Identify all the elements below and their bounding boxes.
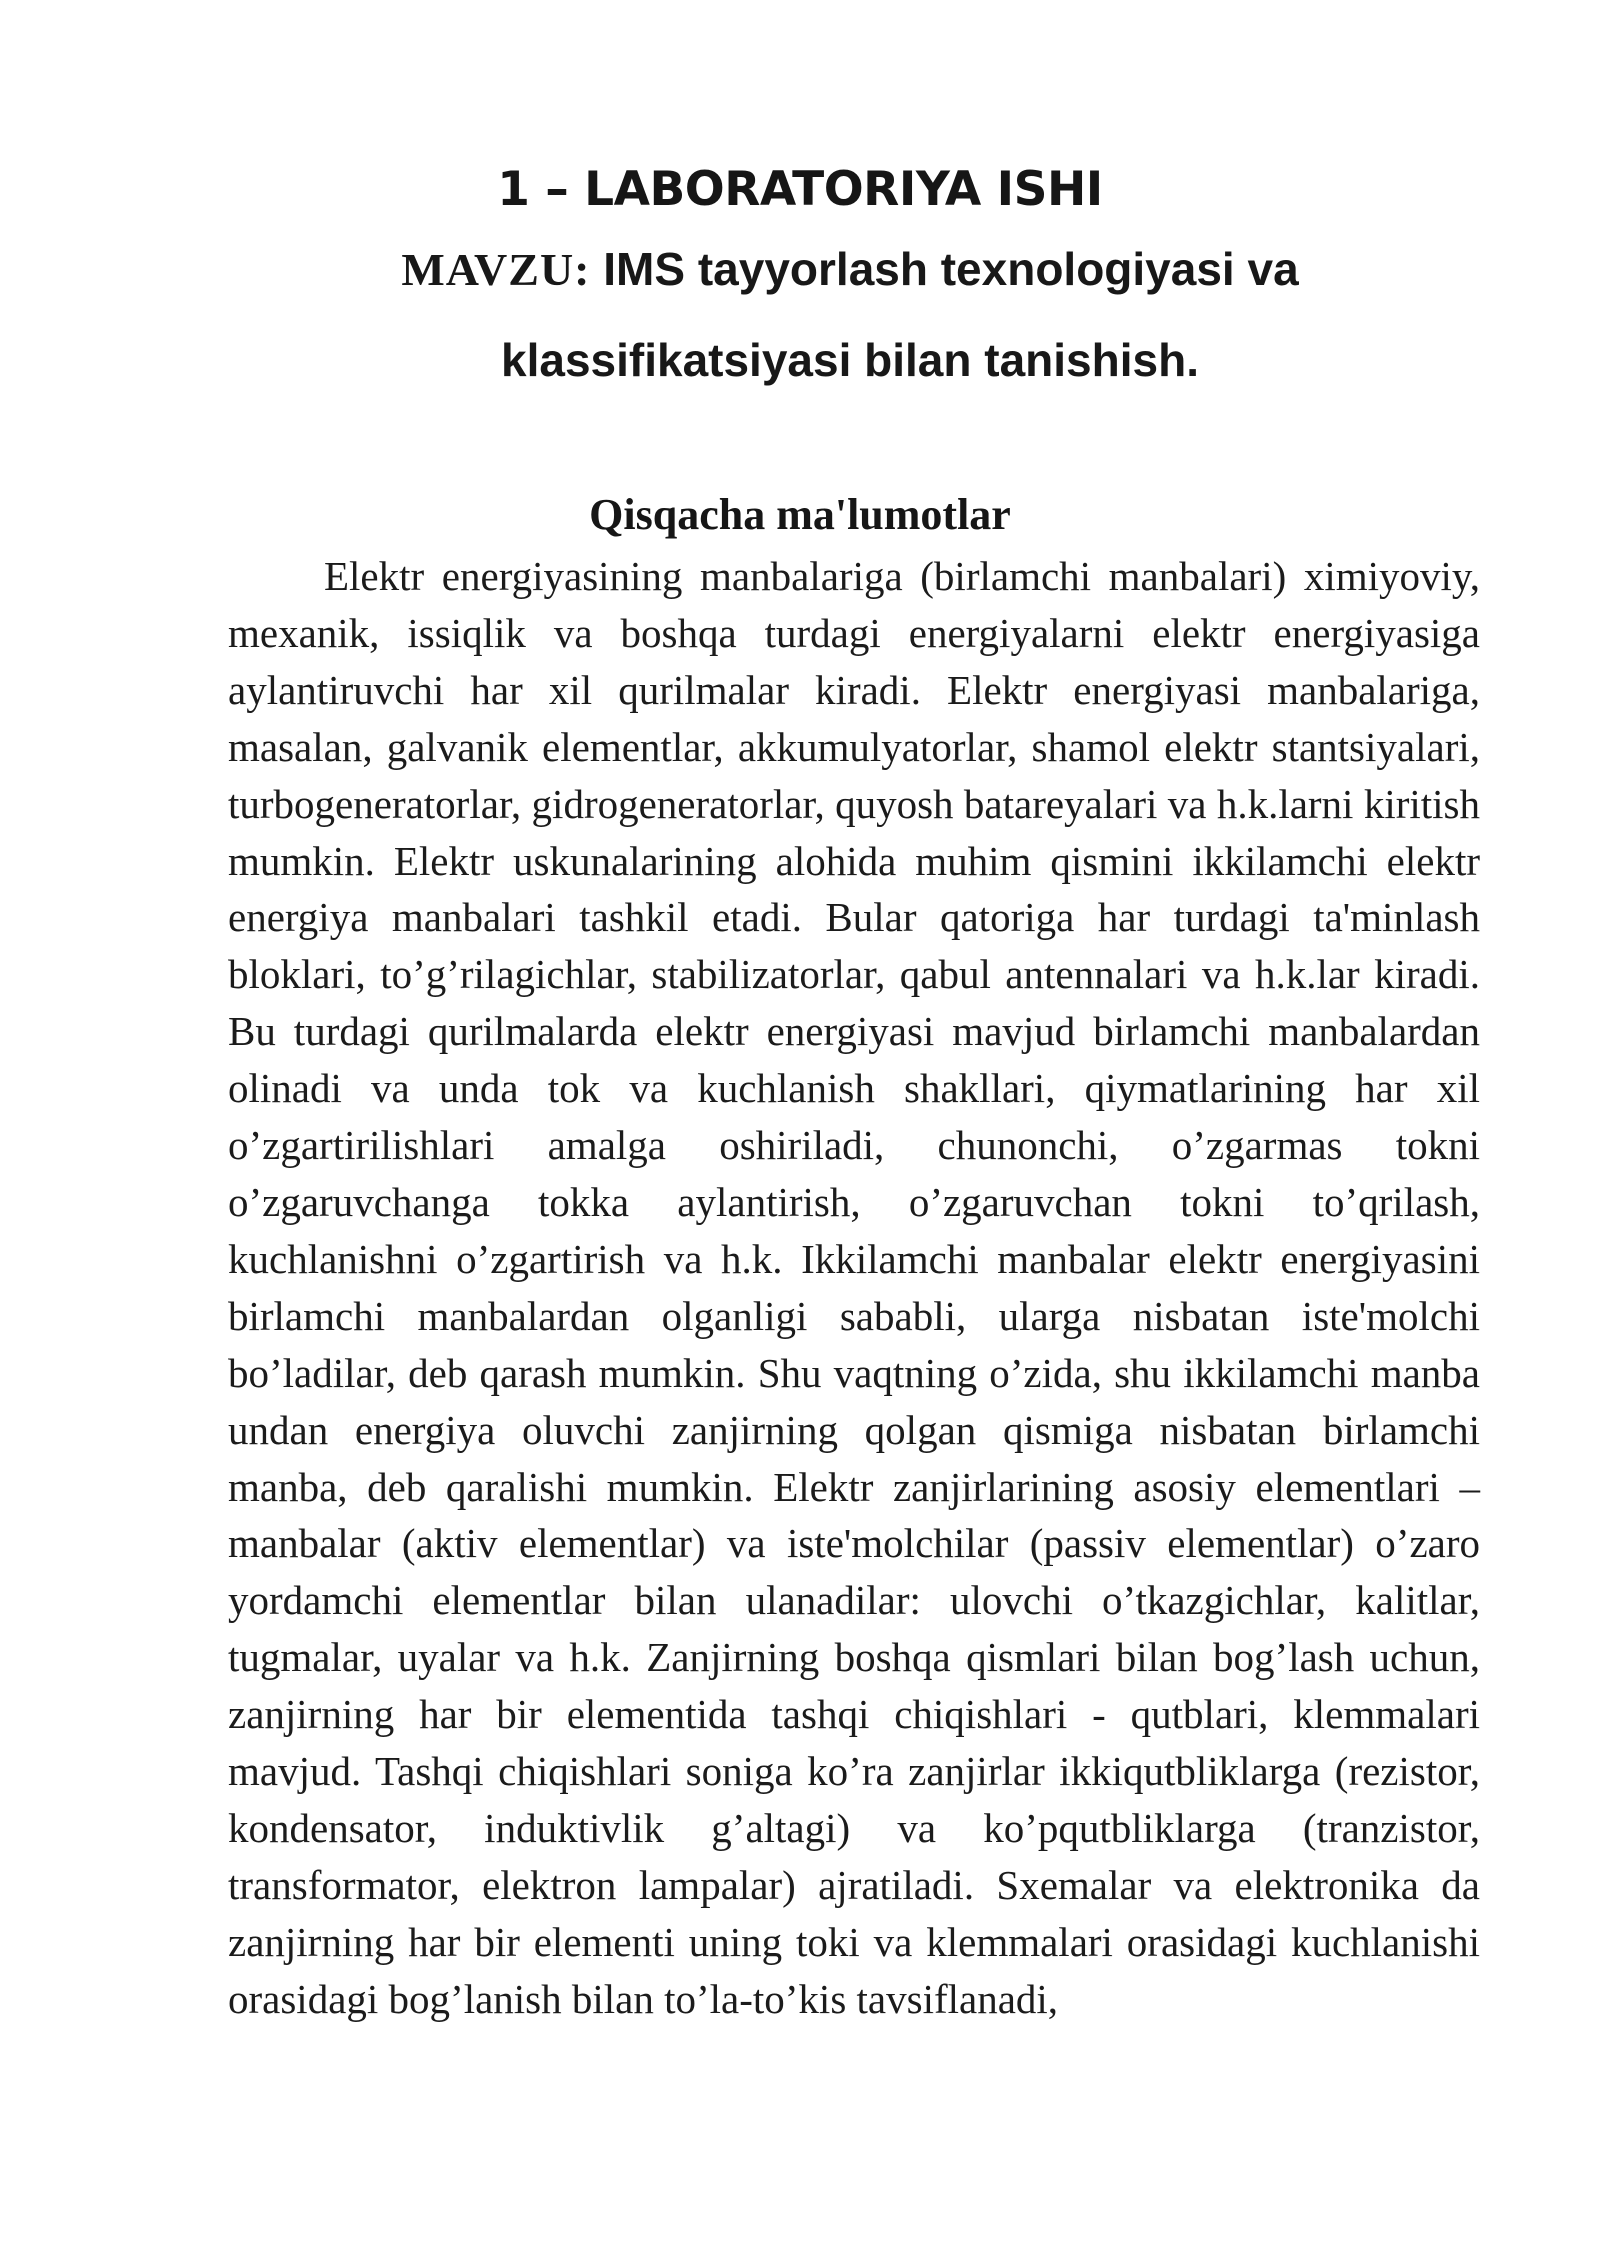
topic-heading [300,224,1400,406]
topic-prefix: MAVZU: [401,244,591,295]
section-heading: Qisqacha ma'lumotlar [589,490,1011,539]
body-paragraph: Elektr energiyasining manbalariga (birlamchi manbalari) ximiyoviy, mexanik, issiqlik va boshqa turdagi energiyalarni elektr energiyasiga aylantiruvchi har xil qurilmalar kiradi. Elektr energiyasi manbalariga, masalan, galvanik elementlar, akkumulyatorlar, shamol elektr stantsiyalari, turbogeneratorlar, gidrogeneratorlar, quyosh batareyalari va h.k.larni kiritish mumkin. Elektr uskunalarining alohida muhim qismini ikkilamchi elektr energiya manbalari tashkil etadi. Bular qatoriga har turdagi ta'minlash bloklari, to’g’rilagichlar, stabilizatorlar, qabul antennalari va h.k.lar kiradi. Bu turdagi qurilmalarda elektr energiyasi mavjud birlamchi manbalardan olinadi va unda tok va kuchlanish shakllari, qiymatlarining har xil o’zgartirilishlari amalga oshiriladi, chunonchi, o’zgarmas tokni o’zgaruvchanga tokka aylantirish, o’zgaruvchan tokni to’qrilash, kuchlanishni o’zgartirish va h.k. Ikkilamchi manbalar elektr energiyasini birlamchi manbalardan olganligi sababli, ularga nisbatan iste'molchi bo’ladilar, deb qarash mumkin. Shu vaqtning o’zida, shu ikkilamchi manba undan energiya oluvchi zanjirning qolgan qismiga nisbatan birlamchi manba, deb qaralishi mumkin. Elektr zanjirlarining asosiy elementlari – manbalar (aktiv elementlar) va iste'molchilar (passiv elementlar) o’zaro yordamchi elementlar bilan ulanadilar: ulovchi o’tkazgichlar, kalitlar, tugmalar, uyalar va h.k. Zanjirning boshqa qismlari bilan bog’lash uchun, zanjirning har bir elementida tashqi chiqishlari - qutblari, klemmalari mavjud. Tashqi chiqishlari soniga ko’ra zanjirlar ikkiqutbliklarga (rezistor, kondensator, induktivlik g’altagi) va ko’pqutbliklarga (tranzistor, transformator, elektron lampalar) ajratiladi. Sxemalar va elektronika da zanjirning har bir elementi uning toki va klemmalari orasidagi kuchlanishi orasidagi bog’lanish bilan to’la-to’kis tavsiflanadi, [228,553,1480,2022]
topic-text: IMS tayyorlash texnologiyasi va klassifikatsiyasi bilan tanishish. [501,243,1299,386]
lab-title: 1 – LABORATORIYA ISHI [497,162,1103,217]
